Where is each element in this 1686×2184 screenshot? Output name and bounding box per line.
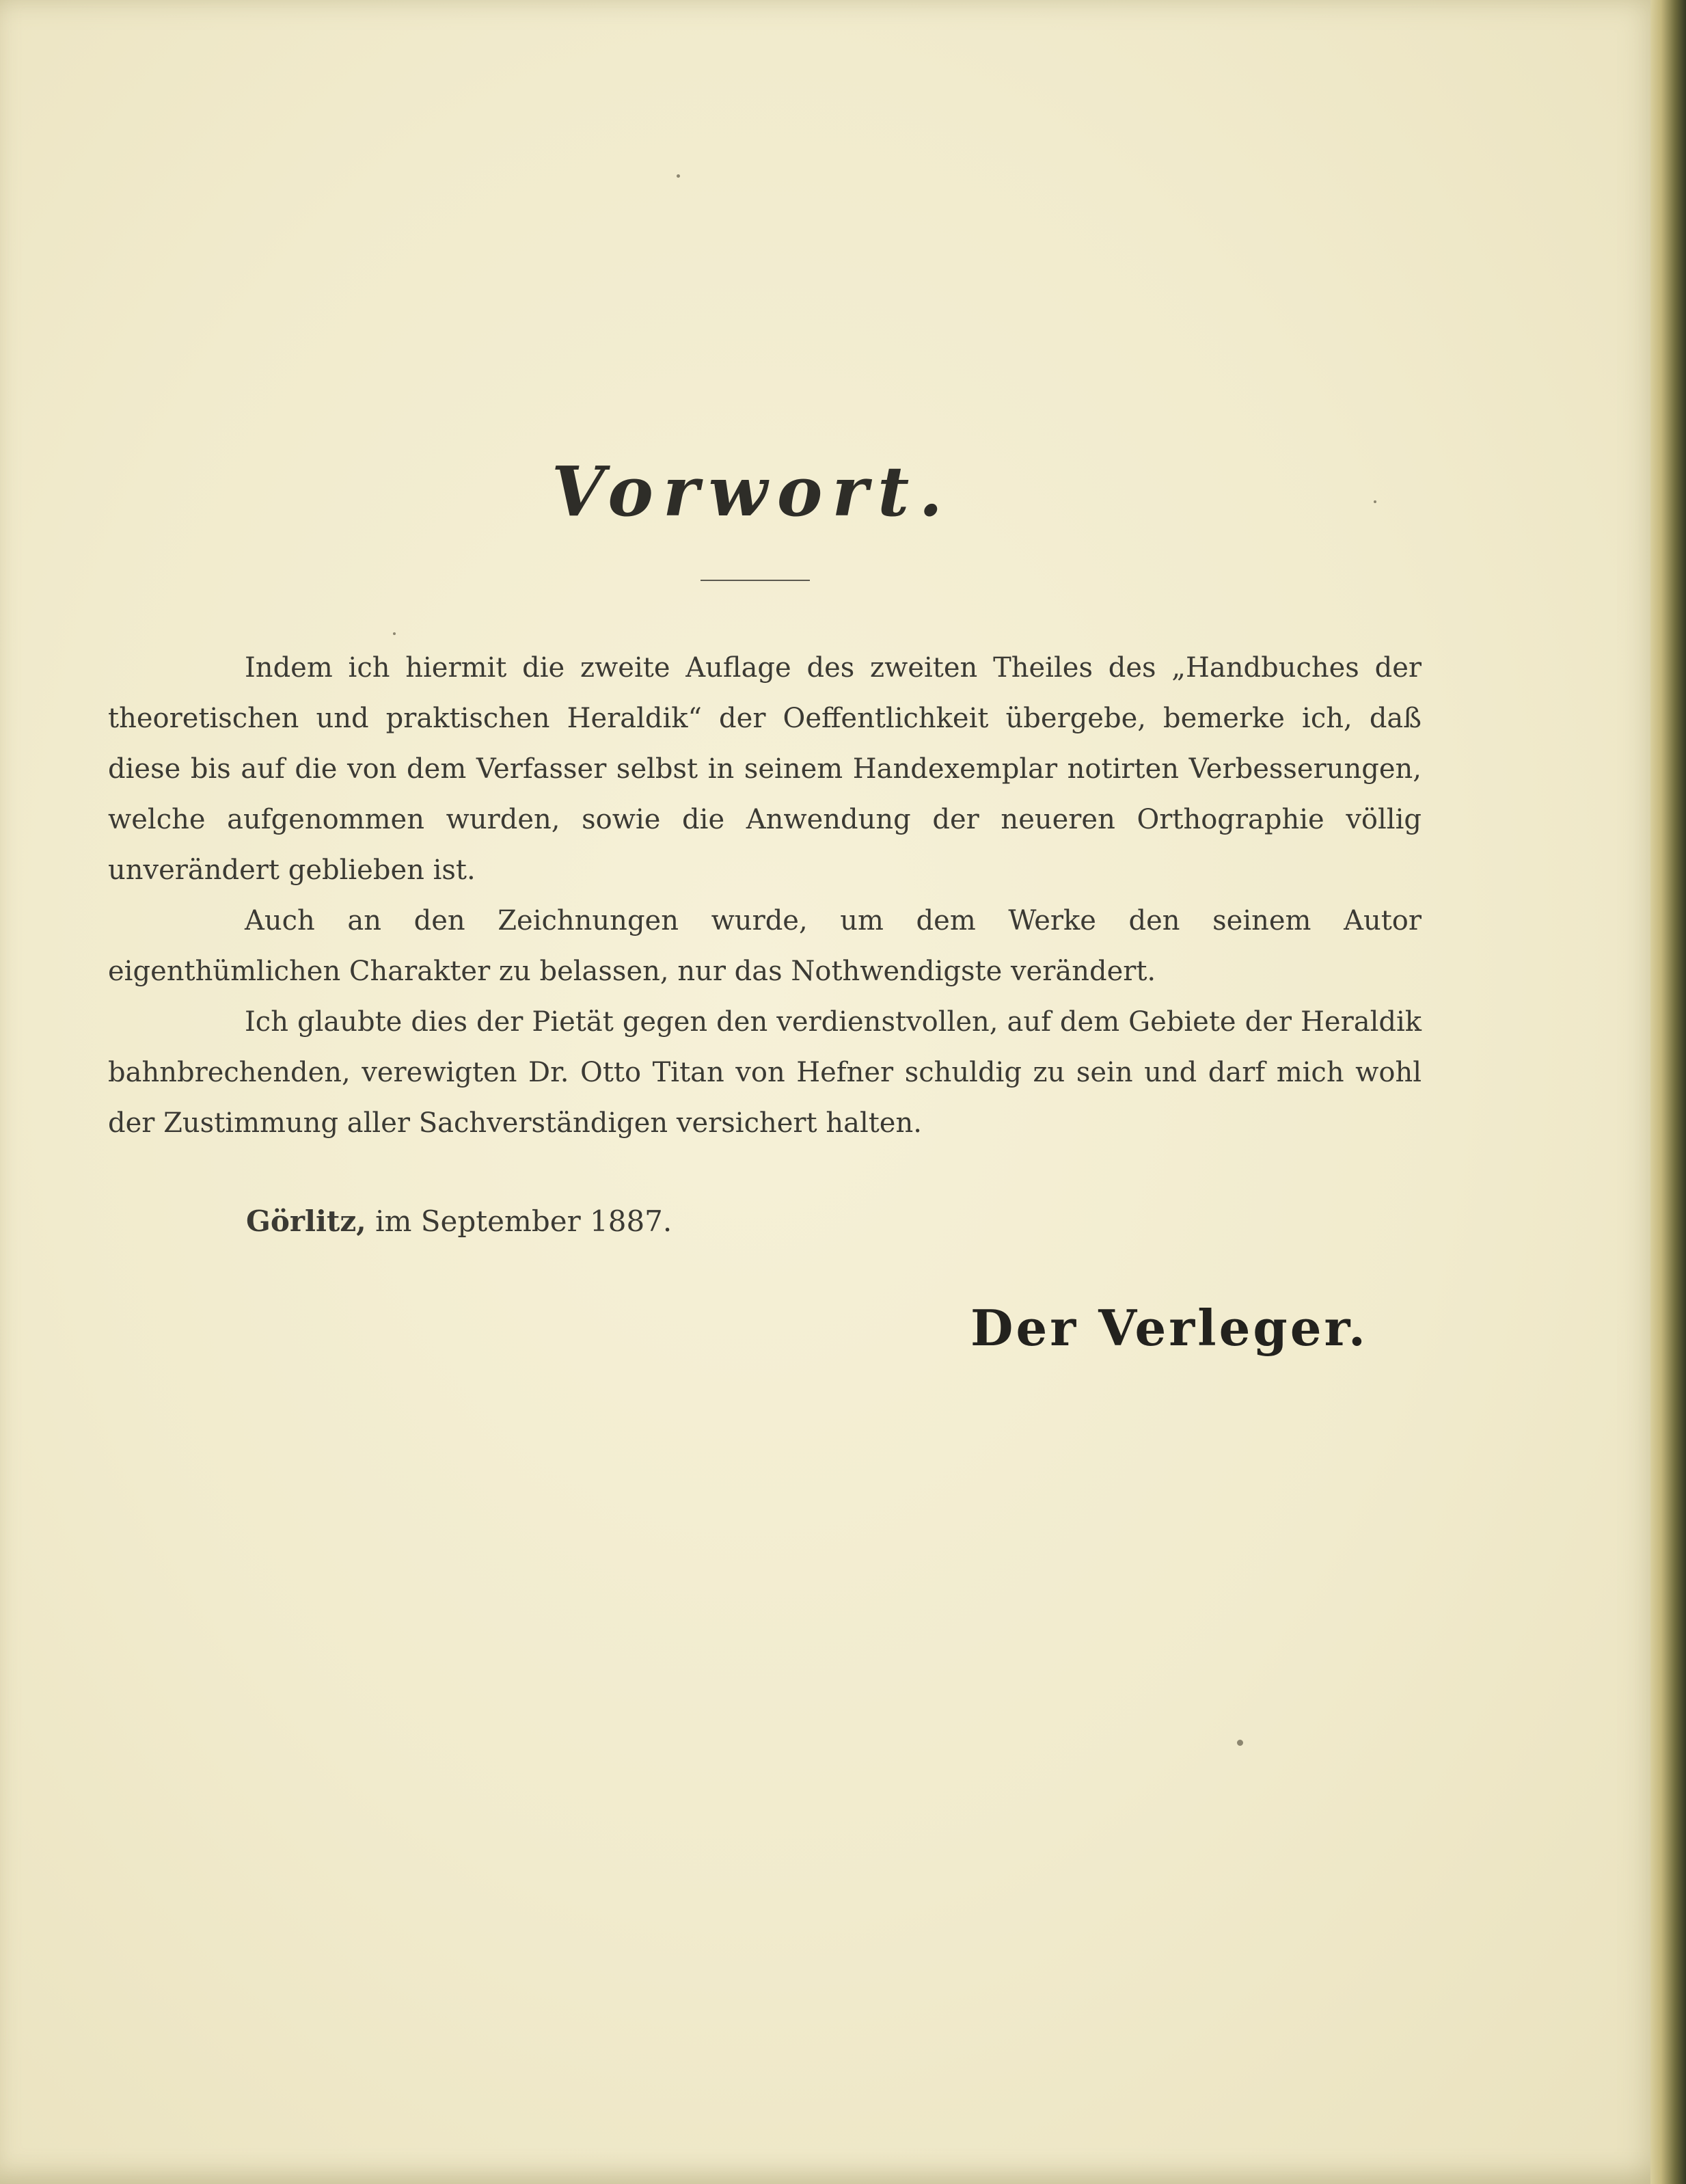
signature: Der Verleger. [970,1299,1368,1357]
place-and-date [246,1204,672,1238]
date-text: im September 1887. [375,1204,672,1238]
preface-body [108,643,1422,1148]
paper-speck [393,632,396,635]
paragraph-2: Auch an den Zeichnungen wurde, um dem Werke den seinem Autor eigenthümlichen Charakter zu belassen, nur das Nothwendigste verändert. [108,905,1422,987]
place-name: Görlitz, [246,1204,366,1238]
paragraph-3: Ich glaubte dies der Pietät gegen den verdienstvollen, auf dem Gebiete der Heraldik bahnbrechenden, verewigten Dr. Otto Titan von Hefner schuldig zu sein und darf mich wohl der Zustimmung aller Sachverständigen versichert halten. [108,1006,1422,1139]
paper-speck [1374,500,1376,503]
title-divider [701,580,810,581]
paragraph-1: Indem ich hiermit die zweite Auflage des zweiten Theiles des „Handbuches der theoretischen und praktischen Heraldik“ der Oeffentlichkeit übergebe, bemerke ich, daß diese bis auf die von dem Verfasser selbst in seinem Handexemplar notirten Verbesserungen, welche aufgenommen wurden, sowie die Anwendung der neueren Orthographie völlig unverändert geblieben ist. [108,652,1422,886]
page-edge-shadow [1650,0,1686,2184]
paper-speck [677,174,680,178]
page-title: Vorwort. [551,451,953,532]
paper-speck [1237,1740,1243,1746]
